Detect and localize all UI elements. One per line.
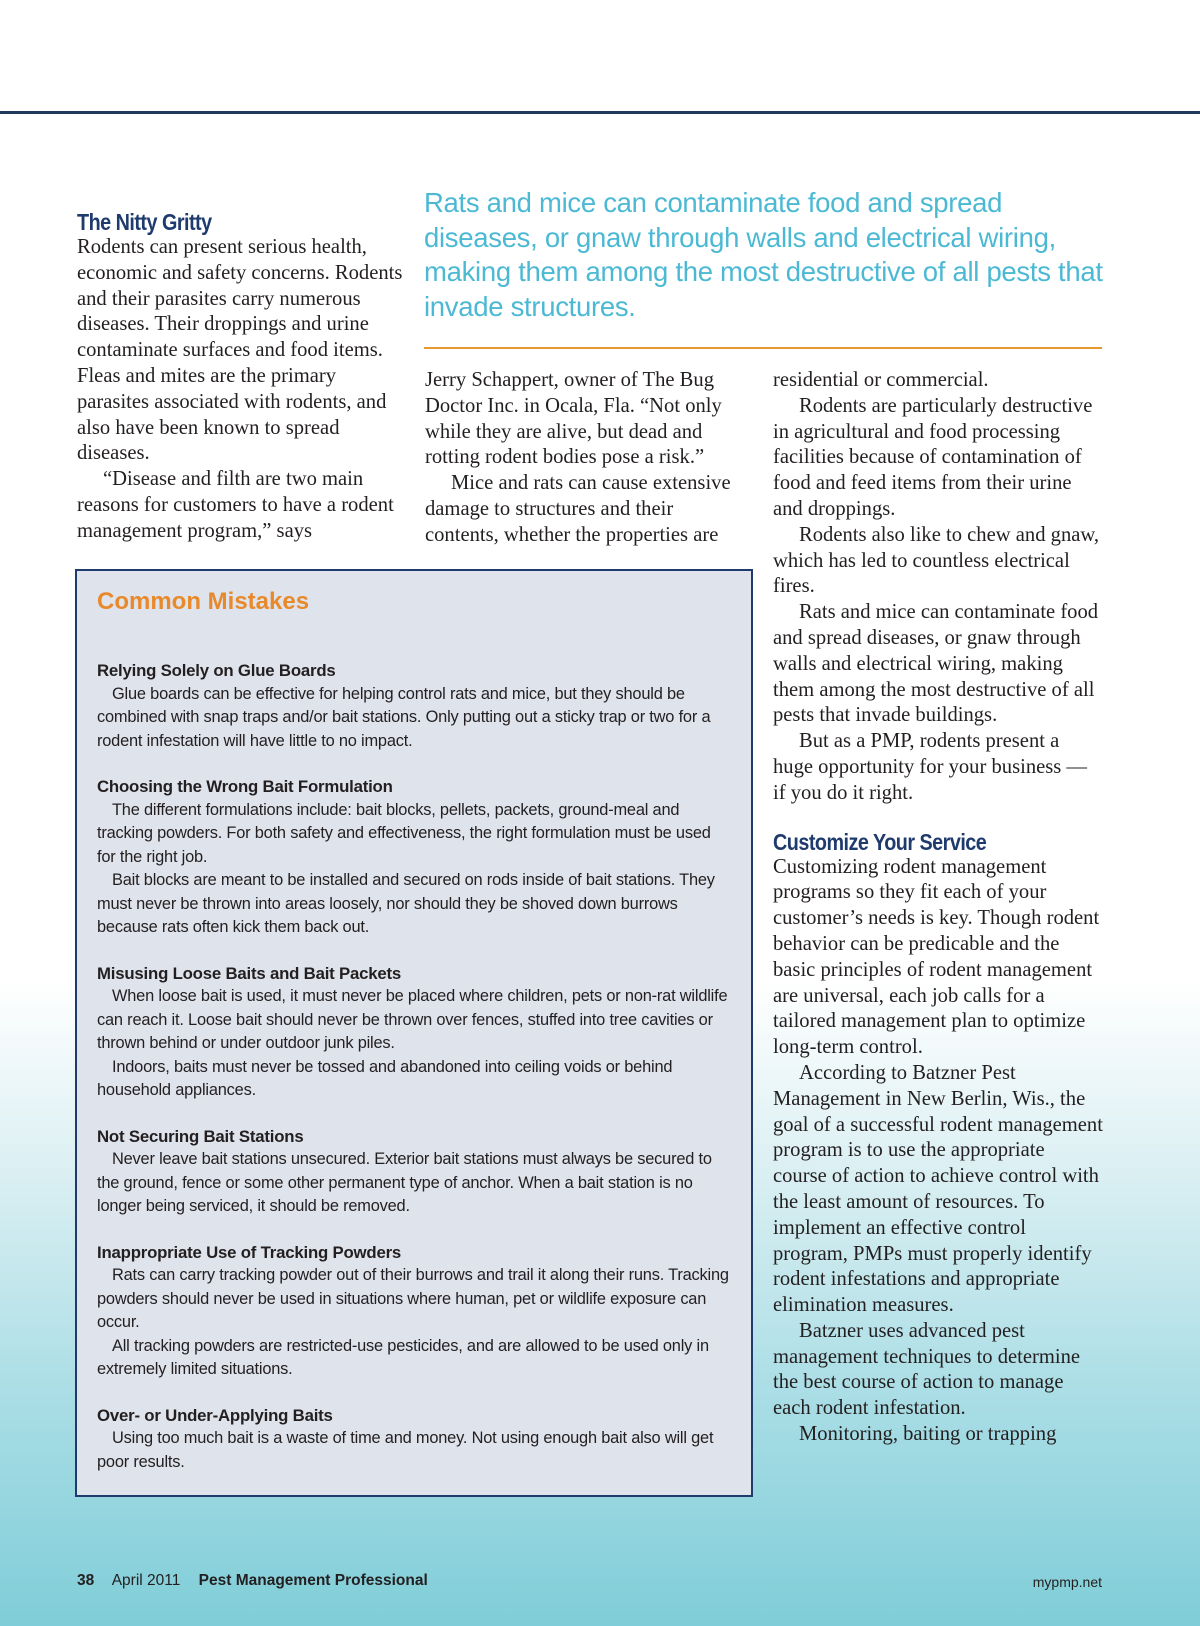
sidebar-section <box>97 659 733 753</box>
sidebar-section <box>97 962 733 1103</box>
body-paragraph: Monitoring, baiting or trapping <box>799 1423 1057 1446</box>
sidebar-paragraph: Using too much bait is a waste of time and money. Not using enough bait also will get poor results. <box>97 1429 714 1471</box>
pull-quote: Rats and mice can contaminate food and spread diseases, or gnaw through walls and electrical wiring, making them among the most destructive of all pests that invade structures. <box>424 187 1103 322</box>
sidebar-title: Common Mistakes <box>97 588 310 615</box>
sidebar-section <box>97 1125 733 1219</box>
header-rule <box>0 111 1200 114</box>
sidebar-section <box>97 1404 733 1475</box>
pull-quote-rule <box>424 347 1102 349</box>
section-heading-customize: Customize Your Service <box>773 828 987 855</box>
sidebar-paragraph: Rats can carry tracking powder out of their burrows and trail it along their runs. Tracking powders should never be used in situations where human, pet or wildlife exposure can occur. <box>97 1266 729 1331</box>
sidebar-section-heading: Misusing Loose Baits and Bait Packets <box>97 963 402 983</box>
issue-date: April 2011 <box>111 1572 181 1589</box>
column-2 <box>425 368 750 549</box>
sidebar-body <box>97 659 733 1474</box>
body-paragraph: According to Batzner Pest Management in New Berlin, Wis., the goal of a successful rodent management program is to use the appropriate course of action to achieve control with the least amount of resources. To implement an effective control program, PMPs must properly identify rodent infestations and appropriate elimination measures. <box>773 1061 1103 1317</box>
body-paragraph: Rats and mice can contaminate food and spread diseases, or gnaw through walls and electrical wiring, making them among the most destructive of all pests that invade buildings. <box>773 601 1099 727</box>
sidebar-paragraph: Never leave bait stations unsecured. Exterior bait stations must always be secured to the ground, fence or some other permanent type of anchor. When a bait station is no longer being serviced, it should be removed. <box>97 1150 712 1215</box>
sidebar-section-heading: Choosing the Wrong Bait Formulation <box>97 777 393 796</box>
website-link[interactable]: mypmp.net <box>1032 1574 1102 1590</box>
body-paragraph: “Disease and filth are two main reasons for customers to have a rodent management program,” says <box>77 468 394 542</box>
sidebar-paragraph: Glue boards can be effective for helping control rats and mice, but they should be combined with snap traps and/or bait stations. Only putting out a sticky trap or two for a rodent infestation will have little to no impact. <box>97 684 711 750</box>
sidebar-section <box>97 775 733 940</box>
sidebar-section-heading: Not Securing Bait Stations <box>97 1126 304 1146</box>
body-paragraph: residential or commercial. <box>773 369 989 391</box>
body-paragraph: Rodents are particularly destructive in agricultural and food processing facilities because of contamination of food and feed items from their urine and droppings. <box>773 394 1093 520</box>
sidebar-section-heading: Inappropriate Use of Tracking Powders <box>97 1242 402 1262</box>
common-mistakes-sidebar <box>75 569 753 1497</box>
sidebar-section-heading: Over- or Under-Applying Baits <box>97 1405 333 1425</box>
column-1 <box>77 209 407 545</box>
body-paragraph: Batzner uses advanced pest management techniques to determine the best course of action to manage each rodent infestation. <box>773 1319 1081 1420</box>
body-paragraph: Customizing rodent management programs so they fit each of your customer’s needs is key. Though rodent behavior can be predicable and the basic principles of rodent management are universal, each job calls for a tailored management plan to optimize long-term control. <box>773 855 1100 1059</box>
body-paragraph: Mice and rats can cause extensive damage to structures and their contents, whether the properties are <box>425 472 731 546</box>
section-heading-nitty-gritty: The Nitty Gritty <box>77 209 212 235</box>
body-paragraph: Rodents can present serious health, economic and safety concerns. Rodents and their parasites carry numerous diseases. Their droppings and urine contaminate surfaces and food items. Fleas and mites are the primary parasites associated with rodents, and also have been known to spread diseases. <box>77 236 403 465</box>
sidebar-paragraph: Bait blocks are meant to be installed and secured on rods inside of bait stations. They must never be thrown into areas loosely, nor should they be shoved down burrows because rats often kick them back out. <box>97 871 715 936</box>
page-footer <box>77 1572 442 1590</box>
page-number: 38 <box>77 1572 95 1589</box>
magazine-name: Pest Management Professional <box>198 1572 428 1589</box>
body-paragraph: Rodents also like to chew and gnaw, which has led to countless electrical fires. <box>773 523 1100 598</box>
sidebar-section-heading: Relying Solely on Glue Boards <box>97 661 336 680</box>
sidebar-paragraph: When loose bait is used, it must never be placed where children, pets or non-rat wildlife can reach it. Loose bait should never be thrown over fences, stuffed into tree cavities or thrown behind or under outdoor junk piles. <box>97 987 728 1052</box>
sidebar-paragraph: Indoors, baits must never be tossed and abandoned into ceiling voids or behind household appliances. <box>97 1057 673 1099</box>
sidebar-section <box>97 1241 733 1382</box>
column-3 <box>773 368 1103 1448</box>
body-paragraph: But as a PMP, rodents present a huge opportunity for your business — if you do it right. <box>773 730 1088 804</box>
sidebar-paragraph: All tracking powders are restricted-use pesticides, and are allowed to be used only in extremely limited situations. <box>97 1336 709 1378</box>
sidebar-paragraph: The different formulations include: bait blocks, pellets, packets, ground-meal and tracking powders. For both safety and effectiveness, the right formulation must be used for the right job. <box>97 800 711 866</box>
body-paragraph: Jerry Schappert, owner of The Bug Doctor Inc. in Ocala, Fla. “Not only while they are alive, but dead and rotting rodent bodies pose a risk.” <box>425 369 722 469</box>
